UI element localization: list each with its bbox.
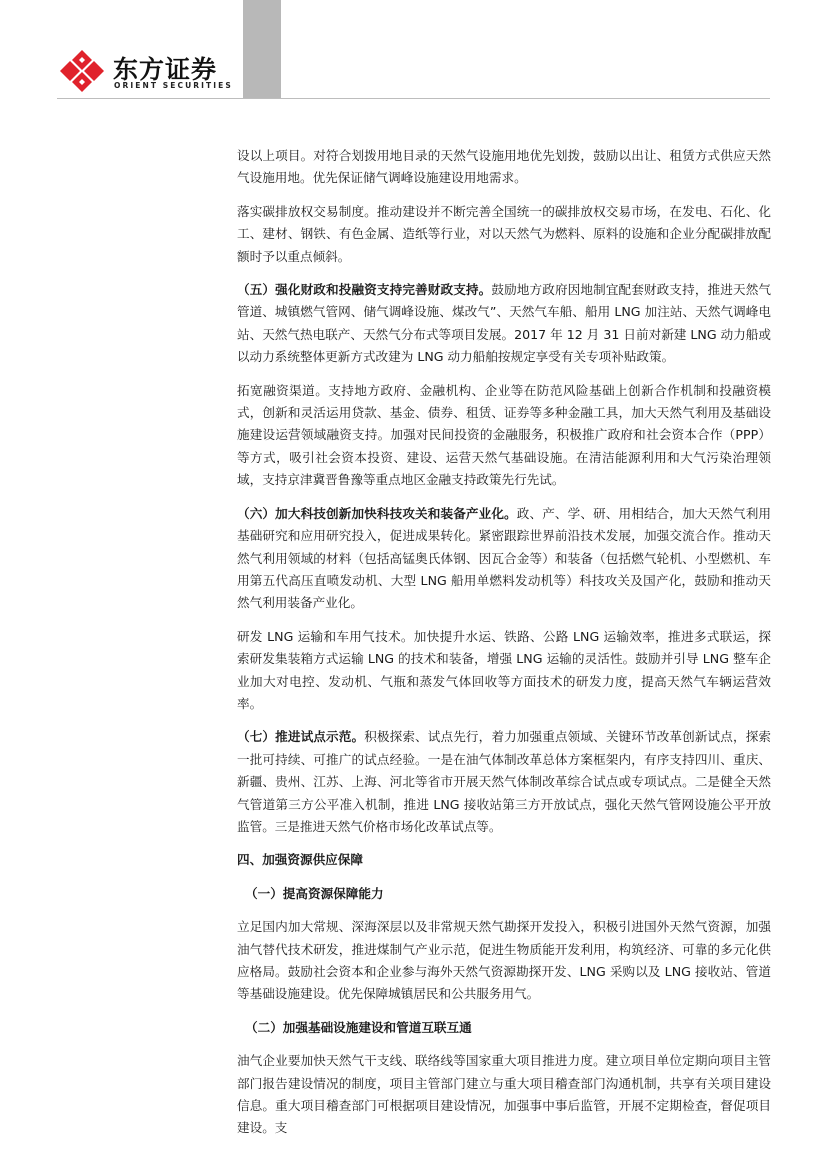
- header-gray-bar: [243, 0, 281, 98]
- paragraph-financing: 拓宽融资渠道。支持地方政府、金融机构、企业等在防范风险基础上创新合作机制和投融资模式，创新和灵活运用贷款、基金、债券、租赁、证券等多种金融工具，加大天然气利用及基础设施建设运营领域融资支持。加强对民间投资的金融服务，积极推广政府和社会资本合作（PPP）等方式，吸引社会资本投资、建设、运营天然气基础设施。在清洁能源利用和大气污染治理领域，支持京津冀晋鲁豫等重点地区金融支持政策先行先试。: [237, 382, 771, 488]
- chapter-heading-four: 四、加强资源供应保障: [237, 852, 363, 868]
- subheading-resource: （一）提高资源保障能力: [245, 885, 384, 901]
- paragraph-lng-transport: 研发 LNG 运输和车用气技术。加快提升水运、铁路、公路 LNG 运输效率，推进多式联运，探索研发集装箱方式运输 LNG 的技术和装备，增强 LNG 运输的灵活性。鼓励并引导 LNG 整车企业加大对电控、发动机、气瓶和蒸发气体回收等方面技术的研发力度，提高天然气车辆运营效率。: [237, 628, 771, 711]
- brand-name: 东方证券: [113, 55, 218, 84]
- paragraph-fiscal-text: 鼓励地方政府因地制宜配套财政支持，推进天然气管道、城镇燃气管网、储气调峰设施、煤改气”、天然气车船、船用 LNG 加注站、天然气调峰电站、天然气热电联产、天然气分布式等项目发展。2017 年 12 月 31 日前对新建 LNG 动力船或以动力系统整体更新方式改建为 LNG 动力船舶按规定享受有关专项补贴政策。: [237, 282, 772, 365]
- paragraph-tech-innovation: [237, 503, 771, 615]
- subheading-infrastructure: （二）加强基础设施建设和管道互联互通: [245, 1019, 472, 1035]
- paragraph-tech-text: 政、产、学、研、用相结合，加大天然气利用基础研究和应用研究投入，促进成果转化。紧密跟踪世界前沿技术发展，加强交流合作。推动天然气利用领域的材料（包括高锰奥氏体钢、因瓦合金等）和装备（包括燃气轮机、小型燃机、车用第五代高压直喷发动机、大型 LNG 船用单燃料发动机等）科技攻关及国产化，鼓励和推动天然气利用装备产业化。: [237, 505, 772, 611]
- section-heading-six: （六）加大科技创新加快科技攻关和装备产业化。: [237, 505, 517, 521]
- header-divider: [57, 98, 770, 99]
- brand-mark-icon: [58, 48, 106, 94]
- paragraph-resource: 立足国内加大常规、深海深层以及非常规天然气勘探开发投入，积极引进国外天然气资源，加强油气替代技术研发，推进煤制气产业示范，促进生物质能开发利用，构筑经济、可靠的多元化供应格局。鼓励社会资本和企业参与海外天然气资源勘探开发、LNG 采购以及 LNG 接收站、管道等基础设施建设。优先保障城镇居民和公共服务用气。: [237, 919, 771, 1002]
- document-body: [237, 145, 771, 1151]
- brand-name-en: ORIENT SECURITIES: [114, 81, 233, 90]
- paragraph-fiscal-support: [237, 279, 771, 369]
- paragraph-land-use: 设以上项目。对符合划拨用地目录的天然气设施用地优先划拨，鼓励以出让、租赁方式供应天然气设施用地。优先保证储气调峰设施建设用地需求。: [237, 148, 771, 186]
- paragraph-infrastructure: 油气企业要加快天然气干支线、联络线等国家重大项目推进力度。建立项目单位定期向项目主管部门报告建设情况的制度，项目主管部门建立与重大项目稽查部门沟通机制，共享有关项目建设信息。重大项目稽查部门可根据项目建设情况，加强事中事后监管，开展不定期检查，督促项目建设。支: [237, 1053, 771, 1136]
- brand-logo: [58, 48, 248, 94]
- paragraph-pilot: [237, 726, 771, 838]
- section-heading-five: （五）强化财政和投融资支持完善财政支持。: [237, 282, 492, 298]
- section-heading-seven: （七）推进试点示范。: [237, 729, 365, 745]
- paragraph-pilot-text: 积极探索、试点先行，着力加强重点领域、关键环节改革创新试点，探索一批可持续、可推广的试点经验。一是在油气体制改革总体方案框架内，有序支持四川、重庆、新疆、贵州、江苏、上海、河北等省市开展天然气体制改革综合试点或专项试点。二是健全天然气管道第三方公平准入机制，推进 LNG 接收站第三方开放试点，强化天然气管网设施公平开放监管。三是推进天然气价格市场化改革试点等。: [237, 729, 772, 834]
- paragraph-carbon-trading: 落实碳排放权交易制度。推动建设并不断完善全国统一的碳排放权交易市场，在发电、石化、化工、建材、钢铁、有色金属、造纸等行业，对以天然气为燃料、原料的设施和企业分配碳排放配额时予以重点倾斜。: [237, 203, 771, 264]
